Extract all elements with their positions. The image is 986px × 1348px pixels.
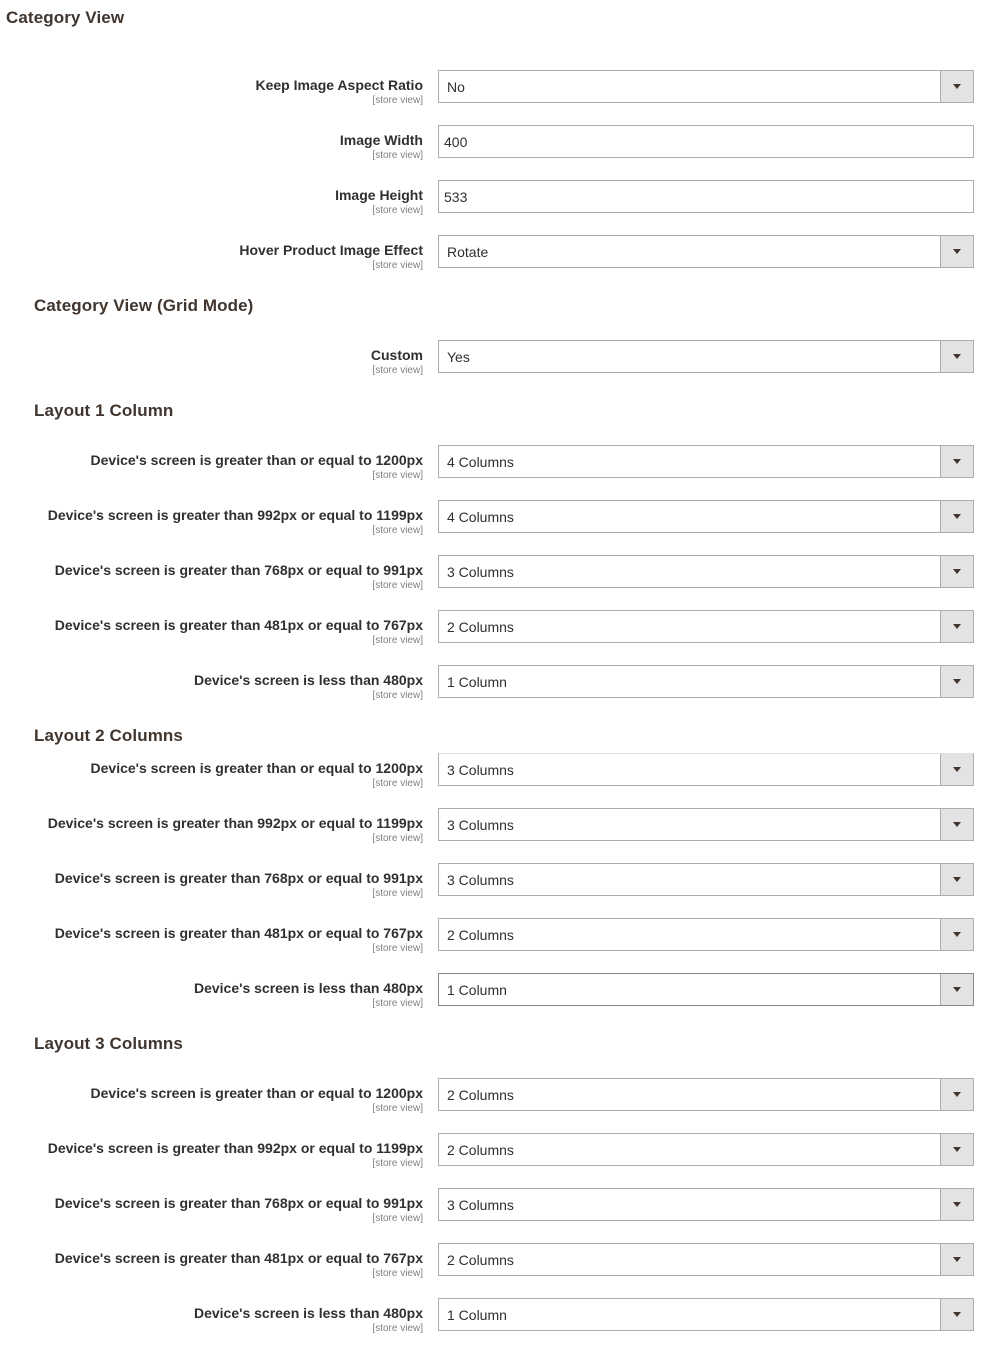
section-title-layout-2: Layout 2 Columns (34, 726, 183, 745)
select-value: 4 Columns (447, 454, 514, 470)
select-value: 2 Columns (447, 1087, 514, 1103)
field-label: Device's screen is greater than 992px or equal to 1199px (47, 507, 423, 523)
custom-select[interactable] (438, 340, 974, 373)
field-label: Device's screen is greater than 992px or equal to 1199px (47, 1140, 423, 1156)
scope-note: [store view] (372, 150, 423, 161)
section-title-layout-3: Layout 3 Columns (34, 1034, 183, 1053)
chevron-down-icon (953, 84, 961, 89)
field-label: Device's screen is greater than 481px or equal to 767px (54, 617, 423, 633)
field-row-layout3-480 (0, 1298, 986, 1332)
keep-aspect-ratio-select[interactable] (438, 70, 974, 103)
field-row-keep-aspect-ratio (0, 70, 986, 104)
field-label: Device's screen is greater than 768px or equal to 991px (54, 870, 423, 886)
dropdown-toggle[interactable] (940, 1079, 973, 1110)
chevron-down-icon (953, 1312, 961, 1317)
field-row-layout1-1200 (0, 445, 986, 479)
field-row-layout2-1200 (0, 753, 986, 787)
scope-note: [store view] (372, 998, 423, 1009)
layout2-1200-select[interactable] (438, 753, 974, 786)
field-label: Device's screen is greater than 992px or equal to 1199px (47, 815, 423, 831)
scope-note: [store view] (372, 205, 423, 216)
dropdown-toggle[interactable] (940, 1134, 973, 1165)
dropdown-toggle[interactable] (940, 864, 973, 895)
field-label: Device's screen is greater than 481px or equal to 767px (54, 925, 423, 941)
dropdown-toggle[interactable] (940, 809, 973, 840)
field-label: Device's screen is greater than or equal to 1200px (90, 452, 423, 468)
scope-note: [store view] (372, 1103, 423, 1114)
chevron-down-icon (953, 459, 961, 464)
select-value: 2 Columns (447, 619, 514, 635)
chevron-down-icon (953, 514, 961, 519)
select-value: 3 Columns (447, 1197, 514, 1213)
chevron-down-icon (953, 354, 961, 359)
dropdown-toggle[interactable] (940, 1299, 973, 1330)
scope-note: [store view] (372, 260, 423, 271)
layout1-480-select[interactable] (438, 665, 974, 698)
layout3-992-select[interactable] (438, 1133, 974, 1166)
field-label: Device's screen is greater than or equal to 1200px (90, 1085, 423, 1101)
dropdown-toggle[interactable] (940, 1244, 973, 1275)
scope-note: [store view] (372, 833, 423, 844)
chevron-down-icon (953, 767, 961, 772)
chevron-down-icon (953, 624, 961, 629)
hover-effect-select[interactable] (438, 235, 974, 268)
field-row-layout1-768 (0, 555, 986, 589)
dropdown-toggle[interactable] (940, 236, 973, 267)
scope-note: [store view] (372, 778, 423, 789)
chevron-down-icon (953, 679, 961, 684)
select-value: 1 Column (447, 982, 507, 998)
dropdown-toggle[interactable] (940, 341, 973, 372)
dropdown-toggle[interactable] (940, 974, 973, 1005)
field-label: Device's screen is less than 480px (193, 980, 423, 996)
input-value: 400 (444, 134, 468, 150)
select-value: Yes (447, 349, 470, 365)
scope-note: [store view] (372, 365, 423, 376)
layout2-480-select[interactable] (438, 973, 974, 1006)
chevron-down-icon (953, 822, 961, 827)
select-value: 1 Column (447, 1307, 507, 1323)
layout2-768-select[interactable] (438, 863, 974, 896)
field-row-image-height (0, 180, 986, 214)
select-value: 3 Columns (447, 817, 514, 833)
field-label: Device's screen is greater than 768px or equal to 991px (54, 562, 423, 578)
select-value: No (447, 79, 465, 95)
field-label: Image Height (335, 187, 423, 203)
layout1-992-select[interactable] (438, 500, 974, 533)
image-width-input[interactable] (438, 125, 974, 158)
page-title: Category View (6, 8, 125, 27)
select-value: 3 Columns (447, 762, 514, 778)
dropdown-toggle[interactable] (940, 71, 973, 102)
field-label: Keep Image Aspect Ratio (255, 77, 423, 93)
select-value: 3 Columns (447, 872, 514, 888)
scope-note: [store view] (372, 943, 423, 954)
field-label: Custom (370, 347, 423, 363)
chevron-down-icon (953, 1257, 961, 1262)
layout3-481-select[interactable] (438, 1243, 974, 1276)
field-row-layout1-481 (0, 610, 986, 644)
scope-note: [store view] (372, 1213, 423, 1224)
dropdown-toggle[interactable] (940, 919, 973, 950)
layout1-481-select[interactable] (438, 610, 974, 643)
field-label: Device's screen is less than 480px (193, 1305, 423, 1321)
select-value: Rotate (447, 244, 489, 260)
field-label: Image Width (339, 132, 423, 148)
field-row-layout2-768 (0, 863, 986, 897)
chevron-down-icon (953, 1202, 961, 1207)
scope-note: [store view] (372, 1268, 423, 1279)
select-value: 3 Columns (447, 564, 514, 580)
section-title-layout-1: Layout 1 Column (34, 401, 174, 420)
dropdown-toggle[interactable] (940, 666, 973, 697)
select-value: 2 Columns (447, 1252, 514, 1268)
field-row-custom (0, 340, 986, 374)
field-label: Device's screen is greater than or equal to 1200px (90, 760, 423, 776)
select-value: 2 Columns (447, 1142, 514, 1158)
layout2-481-select[interactable] (438, 918, 974, 951)
scope-note: [store view] (372, 690, 423, 701)
select-value: 1 Column (447, 674, 507, 690)
field-row-layout3-481 (0, 1243, 986, 1277)
section-title-grid-mode: Category View (Grid Mode) (34, 296, 254, 315)
dropdown-toggle[interactable] (940, 556, 973, 587)
chevron-down-icon (953, 987, 961, 992)
dropdown-toggle[interactable] (940, 754, 973, 785)
dropdown-toggle[interactable] (940, 446, 973, 477)
select-value: 4 Columns (447, 509, 514, 525)
field-label: Device's screen is less than 480px (193, 672, 423, 688)
scope-note: [store view] (372, 95, 423, 106)
scope-note: [store view] (372, 888, 423, 899)
input-value: 533 (444, 189, 468, 205)
layout2-992-select[interactable] (438, 808, 974, 841)
field-row-layout1-992 (0, 500, 986, 534)
layout3-480-select[interactable] (438, 1298, 974, 1331)
field-label: Device's screen is greater than 481px or equal to 767px (54, 1250, 423, 1266)
layout3-1200-select[interactable] (438, 1078, 974, 1111)
chevron-down-icon (953, 1092, 961, 1097)
field-label: Hover Product Image Effect (239, 242, 423, 258)
scope-note: [store view] (372, 580, 423, 591)
dropdown-toggle[interactable] (940, 611, 973, 642)
field-row-layout3-768 (0, 1188, 986, 1222)
field-row-layout2-992 (0, 808, 986, 842)
chevron-down-icon (953, 569, 961, 574)
dropdown-toggle[interactable] (940, 501, 973, 532)
chevron-down-icon (953, 877, 961, 882)
scope-note: [store view] (372, 1158, 423, 1169)
image-height-input[interactable] (438, 180, 974, 213)
field-row-layout2-480 (0, 973, 986, 1007)
scope-note: [store view] (372, 470, 423, 481)
field-row-hover-effect (0, 235, 986, 269)
field-row-layout2-481 (0, 918, 986, 952)
layout1-768-select[interactable] (438, 555, 974, 588)
select-value: 2 Columns (447, 927, 514, 943)
field-row-image-width (0, 125, 986, 159)
field-row-layout1-480 (0, 665, 986, 699)
dropdown-toggle[interactable] (940, 1189, 973, 1220)
scope-note: [store view] (372, 1323, 423, 1334)
field-row-layout3-1200 (0, 1078, 986, 1112)
chevron-down-icon (953, 932, 961, 937)
scope-note: [store view] (372, 635, 423, 646)
chevron-down-icon (953, 1147, 961, 1152)
field-label: Device's screen is greater than 768px or equal to 991px (54, 1195, 423, 1211)
scope-note: [store view] (372, 525, 423, 536)
layout1-1200-select[interactable] (438, 445, 974, 478)
layout3-768-select[interactable] (438, 1188, 974, 1221)
field-row-layout3-992 (0, 1133, 986, 1167)
chevron-down-icon (953, 249, 961, 254)
